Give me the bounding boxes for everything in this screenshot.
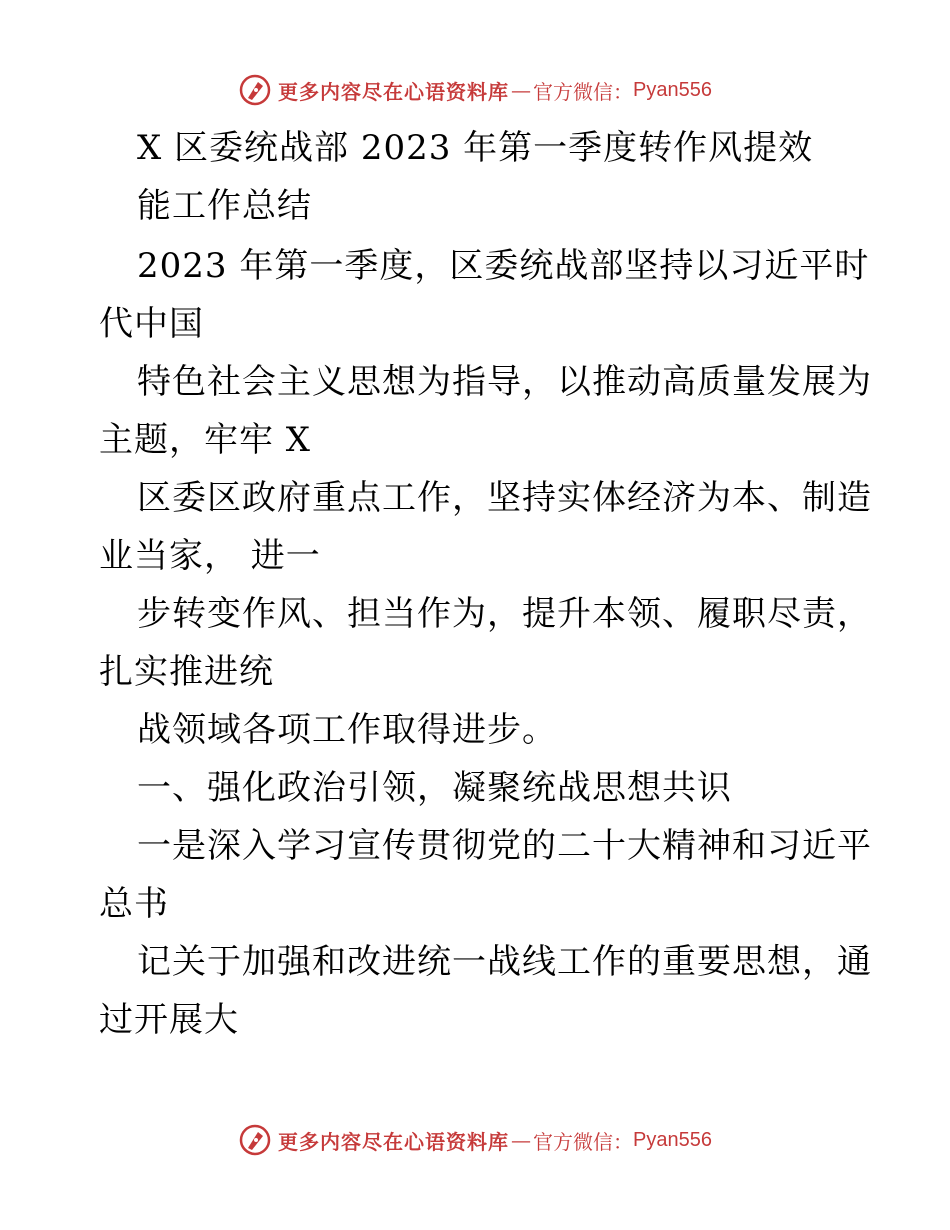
watermark-separator: —	[511, 1128, 532, 1152]
watermark-wechat-label: 官方微信：	[533, 1129, 634, 1154]
paragraph-line: 过开展大	[99, 1000, 239, 1040]
watermark-wechat-label: 官方微信：	[533, 79, 634, 104]
pen-nib-circle-icon	[238, 1123, 272, 1157]
paragraph-line: 扎实推进统	[99, 652, 274, 692]
watermark-text: 更多内容尽在心语资料库	[278, 79, 510, 104]
watermark-wechat-id: Pyan556	[633, 1128, 712, 1151]
paragraph-line: 2023 年第一季度，区委统战部坚持以习近平时	[137, 246, 870, 286]
paragraph-line: 一是深入学习宣传贯彻党的二十大精神和习近平	[137, 826, 872, 866]
paragraph-line: 代中国	[99, 304, 204, 344]
header-watermark	[0, 70, 950, 110]
watermark-text: 更多内容尽在心语资料库	[278, 1129, 510, 1154]
header-watermark-inner	[238, 73, 712, 107]
section-heading: 一、强化政治引领，凝聚统战思想共识	[137, 768, 732, 808]
paragraph-line: 区委区政府重点工作，坚持实体经济为本、制造	[137, 478, 872, 518]
paragraph-line: 战领域各项工作取得进步。	[137, 710, 557, 750]
paragraph-line: 业当家， 进一	[99, 536, 321, 576]
title-line-1: X 区委统战部 2023 年第一季度转作风提效	[137, 128, 814, 168]
paragraph-line: 步转变作风、担当作为，提升本领、履职尽责，	[137, 594, 872, 634]
paragraph-line: 总书	[99, 884, 169, 924]
paragraph-line: 主题，牢牢 X	[99, 420, 312, 460]
paragraph-line: 特色社会主义思想为指导，以推动高质量发展为	[137, 362, 872, 402]
pen-nib-circle-icon	[238, 73, 272, 107]
watermark-wechat-id: Pyan556	[633, 78, 712, 101]
paragraph-line: 记关于加强和改进统一战线工作的重要思想，通	[137, 942, 872, 982]
footer-watermark	[0, 1120, 950, 1160]
title-line-2: 能工作总结	[137, 186, 312, 226]
watermark-separator: —	[511, 78, 532, 102]
footer-watermark-inner	[238, 1123, 712, 1157]
